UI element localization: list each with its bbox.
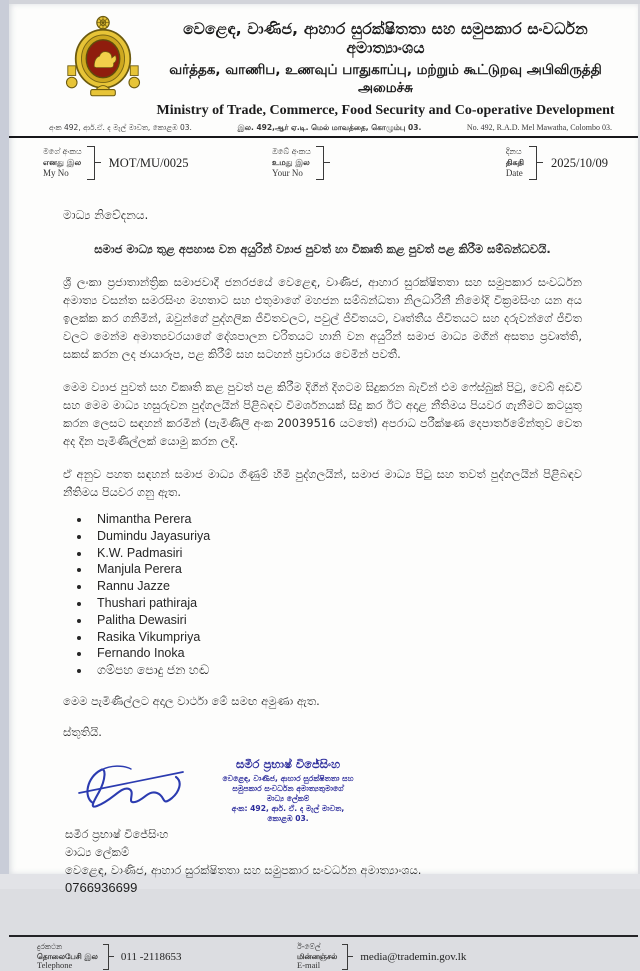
accused-accounts-list xyxy=(91,511,582,678)
address-english: No. 492, R.A.D. Mel Mawatha, Colombo 03. xyxy=(466,123,612,132)
address-row xyxy=(9,119,638,136)
stamp-name: සමීර ප්‍රභාෂ් විජේසිංහ xyxy=(235,757,341,772)
media-release-heading: මාධ්‍ය නිවේදනය. xyxy=(63,208,149,222)
address-sinhala: අංක 492, ආර්.ඒ. ද මැල් මාවත, කොළඹ 03. xyxy=(49,123,192,132)
ministry-title-block xyxy=(151,14,620,119)
reference-row xyxy=(9,138,638,180)
list-item: • Nimantha Perera xyxy=(91,511,582,527)
signature-area xyxy=(9,741,638,823)
list-item: • ගම්පහ පොදු ජන හඬ xyxy=(91,662,582,678)
signatory-ministry: වෙළෙඳ, වාණිජ, ආහාර සුරක්ෂිතතා සහ සමුපකාර සංවර්ධන අමාත්‍යාංශය. xyxy=(65,863,422,878)
email-labels xyxy=(297,942,337,971)
bracket-glyph xyxy=(342,944,348,970)
list-item: • Manjula Perera xyxy=(91,561,582,577)
my-no-label-english: My No xyxy=(43,168,69,179)
email-group xyxy=(297,942,466,971)
telephone-group xyxy=(37,942,297,971)
bracket-glyph xyxy=(316,146,324,180)
telephone-label-sinhala: දුරකථන xyxy=(37,942,63,952)
telephone-value: 011 -2118653 xyxy=(120,950,182,963)
sri-lanka-emblem-icon xyxy=(59,14,151,104)
ministry-name-sinhala: වෙළෙඳ, වාණිජ, ආහාර සුරක්ෂිතතා සහ සමුපකාර සංවර්ධන අමාත්‍යාංශය xyxy=(183,20,588,57)
email-label-tamil: மின்னஞ்சல் xyxy=(297,951,338,961)
telephone-label-english: Telephone xyxy=(37,960,73,971)
stamp-line: අංක: 492, ආර්. ඒ. ද මැල් මාවත, xyxy=(231,803,345,813)
signatory-phone: 0766936699 xyxy=(65,880,138,896)
email-label-sinhala: ඊ-මේල් xyxy=(297,942,321,952)
my-no-value: MOT/MU/0025 xyxy=(108,155,189,170)
signatory-name: සමීර ප්‍රභාෂ් විජේසිංහ xyxy=(65,827,169,842)
my-no-label-sinhala: මගේ අංකය xyxy=(43,147,82,157)
my-no-labels xyxy=(43,147,82,179)
bracket-glyph xyxy=(529,146,537,180)
email-label-english: E-mail xyxy=(297,960,321,971)
telephone-labels xyxy=(37,942,98,971)
footer-spacer xyxy=(9,897,638,935)
official-stamp xyxy=(203,757,373,823)
paragraph-3: ඒ අනුව පහත සඳහන් සමාජ මාධ්‍ය ගිණුම් හිමි පුද්ගලයින්, සමාජ මාධ්‍ය පිටු සහ තවත් පුද්ගලයින් පිළිබඳව නීතිමය පියවර ගනු ඇත. xyxy=(63,467,582,499)
my-no-label-tamil: எனது இல xyxy=(43,157,82,167)
stamp-line: වෙළෙඳ, වාණිජ, ආහාර සුරක්ෂිතතා සහ xyxy=(222,774,354,784)
your-no-labels xyxy=(272,147,311,179)
your-no-label-sinhala: ඔබේ අංකය xyxy=(271,147,311,157)
date-labels xyxy=(506,147,524,179)
ministry-name-tamil: வர்த்தக, வாணிப, உணவுப் பாதுகாப்பு, மற்றும் கூட்டுறவு அபிவிருத்தி அமைச்சு xyxy=(169,62,602,96)
list-item: • Thushari pathiraja xyxy=(91,595,582,611)
my-no-group xyxy=(43,146,272,180)
stamp-line: මාධ්‍ය ලේකම් xyxy=(266,794,310,804)
your-no-label-english: Your No xyxy=(271,168,303,179)
email-value: media@trademin.gov.lk xyxy=(360,950,467,963)
date-value: 2025/10/09 xyxy=(551,155,608,170)
bracket-glyph xyxy=(103,944,109,970)
thanks-line: ස්තුතියි. xyxy=(63,725,102,740)
list-item: • Rasika Vikumpriya xyxy=(91,629,582,645)
letterhead xyxy=(9,10,638,119)
bracket-glyph xyxy=(87,146,95,180)
signatory-title: මාධ්‍ය ලේකම් xyxy=(65,845,130,860)
date-label-tamil: திகதி xyxy=(505,157,525,167)
telephone-label-tamil: தொலைபேசி இல xyxy=(37,951,98,961)
letter-body xyxy=(9,206,638,741)
footer-contact-row xyxy=(9,937,638,971)
subject-line: සමාජ මාධ්‍ය තුළ අපහාස වන අයුරින් ව්‍යාජ පුවත් හා විකෘති කළ පුවත් පළ කිරීම සම්බන්ධවයි. xyxy=(94,242,551,256)
date-label-english: Date xyxy=(505,168,523,179)
list-item: • Fernando Inoka xyxy=(91,645,582,661)
paragraph-1: ශ්‍රී ලංකා ප්‍රජාතාන්ත්‍රික සමාජවාදී ජනරජයේ වෙළෙඳ, වාණිජ, ආහාර සුරක්ෂිතතා සහ සමුපකාර සංවර්ධන අමාත්‍ය වසන්ත සමරසිංහ මහතාට සහ එතුමාගේ මහජන සම්බන්ධතා නිලධාරිනී නිමෝදි වික්‍රමසිංහ යන අය ඉලක්ක කර ගනිමින්, ඔවුන්ගේ පුද්ගලික ජීවිතවලට, පවුල් ජීවිතයට, වෘත්තීය ජීවිතයට සහ දරුවන්ගේ ජීවිත වලට මෙන්ම අමාත්‍යවරයාගේ දේශපාලන චරිතයට හානි වන අයුරින් සමාජ මාධ්‍ය මගින් අසත්‍ය ප්‍රවෘත්ති, සකස් කරන ලද ඡායාරූප, පළ කිරීම් සහ සටහන් ප්‍රචාරය වෙමින් පවතී. xyxy=(63,275,582,361)
stamp-line: සමුපකාර සංවර්ධන අමාත්‍යතුමාගේ xyxy=(232,784,344,794)
ministry-name-english: Ministry of Trade, Commerce, Food Security and Co-operative Development xyxy=(156,103,615,118)
list-item: • Rannu Jazze xyxy=(91,578,582,594)
list-item: • Dumindu Jayasuriya xyxy=(91,528,582,544)
handwritten-signature-icon xyxy=(71,757,191,819)
date-label-sinhala: දිනය xyxy=(505,147,522,157)
stamp-line: කොළඹ 03. xyxy=(267,813,309,823)
address-tamil: இல. 492,ஆர் ஏ.டி. மெல் மாவத்தை, கொழும்பு 03. xyxy=(237,123,422,132)
your-no-group xyxy=(272,146,506,180)
list-item: • K.W. Padmasiri xyxy=(91,545,582,561)
printed-signatory-block xyxy=(9,823,638,897)
closing-line: මෙම පැමිණිල්ලට අදාල වාර්ථා මේ සමඟ අමුණා ඇත. xyxy=(63,694,320,709)
scan-edge-left xyxy=(0,0,9,889)
list-item: • Palitha Dewasiri xyxy=(91,612,582,628)
date-group xyxy=(506,146,608,180)
letter-page xyxy=(9,4,638,971)
your-no-label-tamil: உமது இல xyxy=(271,157,310,167)
paragraph-2: මෙම ව්‍යාජ පුවත් සහ විකෘති කළ පුවත් පළ කිරීම දිගින් දිගටම සිදුකරන බැවින් එම ෆේස්බුක් පිටු, වෙබ් අඩවි සහ මෙම මාධ්‍ය හසුරුවන පුද්ගලයින් පිළිබඳව විමර්ශනයක් සිදු කර ඊට අදාළ නීතිමය පියවර ගැනීමට කටයුතු කරන ලෙසට සඳහන් කරමින් (පැමිණිලි අංක 20039516 යටතේ) අපරාධ පරීක්ෂණ දෙපාර්තමේන්තුව වෙත අද දින පැමිණිල්ලක් යොමු කරන ලදි. xyxy=(63,380,582,448)
